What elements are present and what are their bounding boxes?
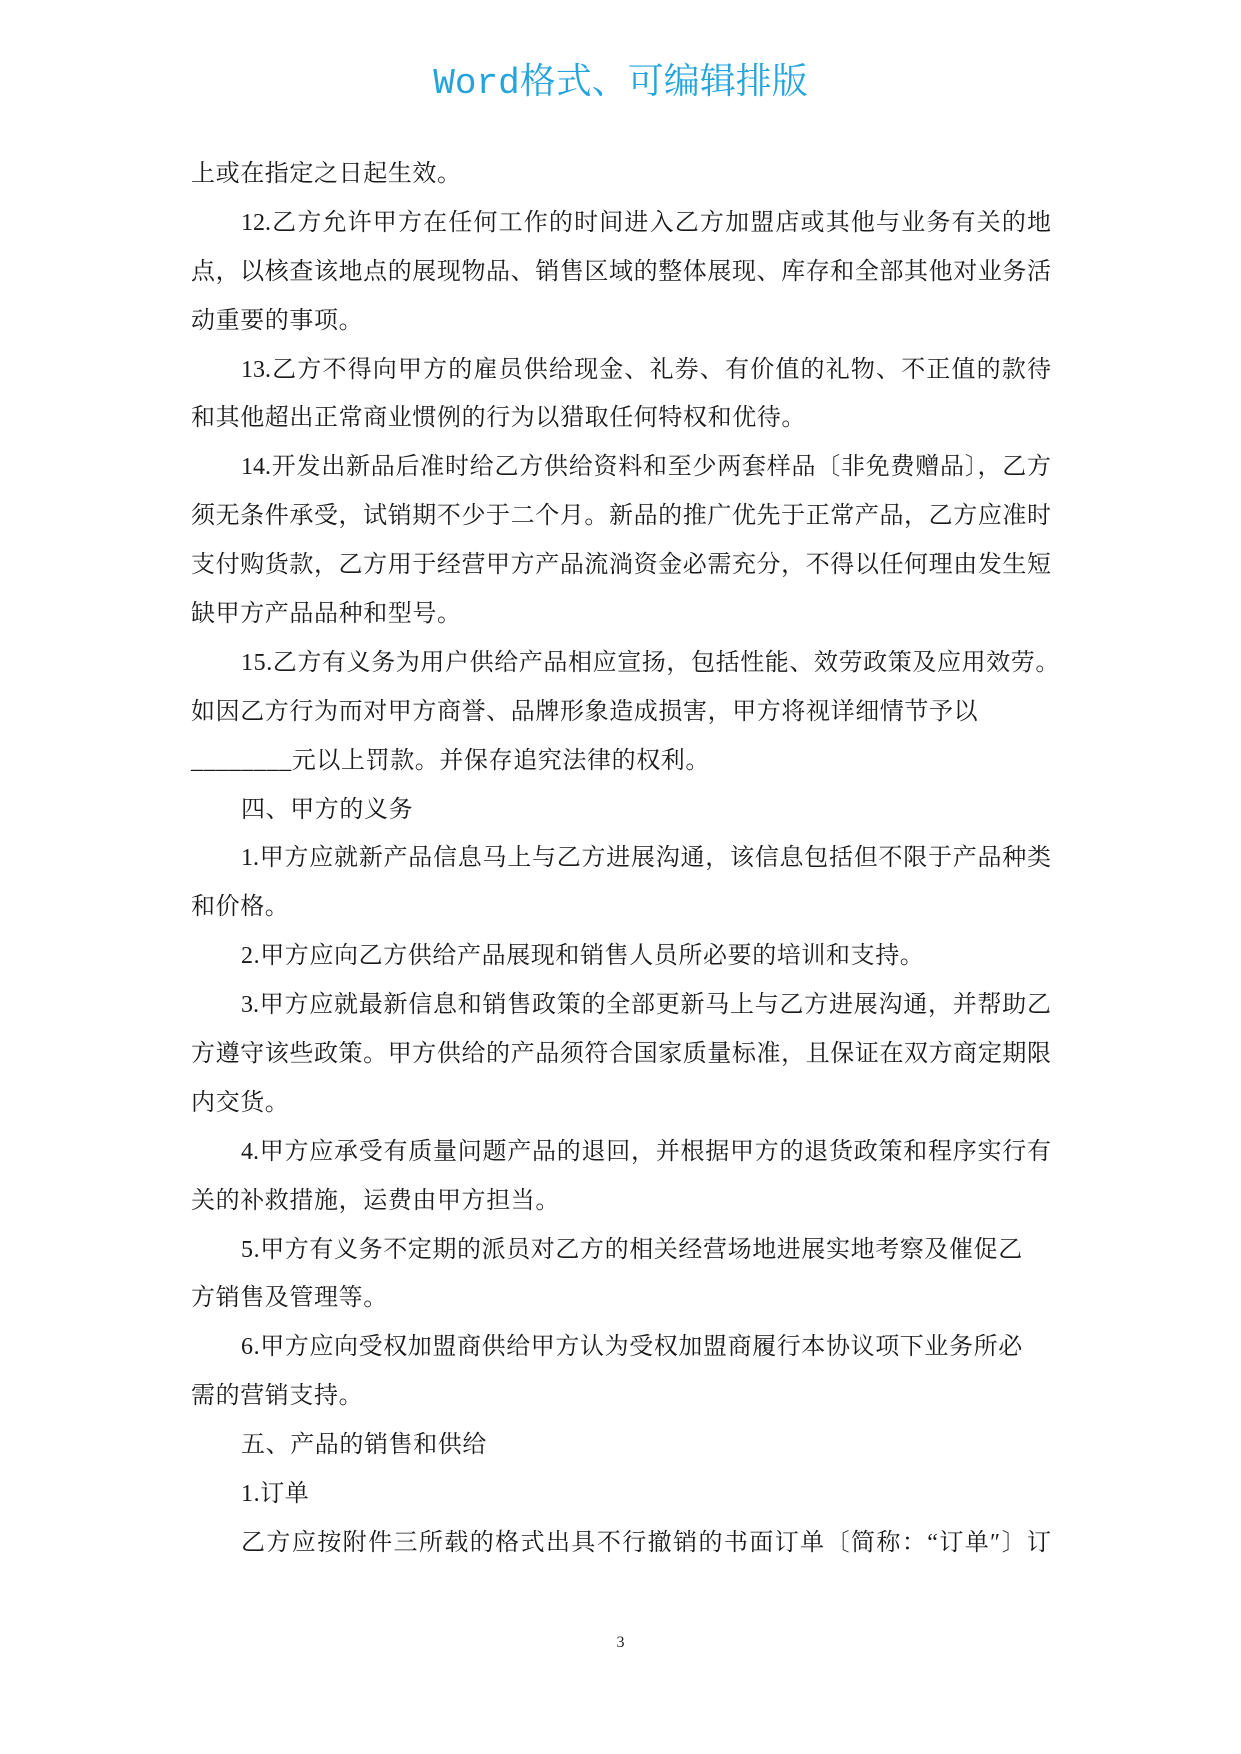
text-line: 3.甲方应就最新信息和销售政策的全部更新马上与乙方进展沟通，并帮助乙 bbox=[241, 992, 1051, 1019]
clause-13 bbox=[191, 346, 1051, 444]
orders-paragraph bbox=[191, 1519, 1051, 1568]
text-line: 点，以核查该地点的展现物品、销售区域的整体展现、库存和全部其他对业务活 bbox=[191, 258, 1051, 285]
text-line: 动重要的事项。 bbox=[191, 307, 364, 334]
text-line: 乙方应按附件三所载的格式出具不行撤销的书面订单〔简称：“订单″〕订 bbox=[241, 1529, 1051, 1556]
text-line: 须无条件承受，试销期不少于二个月。新品的推广优先于正常产品，乙方应准时 bbox=[191, 503, 1051, 530]
obligation-3 bbox=[191, 981, 1051, 1128]
clause-14 bbox=[191, 443, 1051, 639]
text-line: 如因乙方行为而对甲方商誉、品牌形象造成损害，甲方将视详细情节予以 bbox=[191, 698, 979, 725]
obligation-2 bbox=[191, 932, 1051, 981]
text-line: 支付购货款，乙方用于经营甲方产品流淌资金必需充分，不得以任何理由发生短 bbox=[191, 552, 1051, 579]
text-line: 5.甲方有义务不定期的派员对乙方的相关经营场地进展实地考察及催促乙 bbox=[241, 1236, 1023, 1263]
text-line: 14.开发出新品后准时给乙方供给资料和至少两套样品〔非免费赠品〕，乙方 bbox=[241, 454, 1051, 481]
obligation-5 bbox=[191, 1226, 1051, 1324]
obligation-6 bbox=[191, 1323, 1051, 1421]
text-line: 13.乙方不得向甲方的雇员供给现金、礼券、有价值的礼物、不正值的款待 bbox=[241, 356, 1051, 383]
text-line: 12.乙方允许甲方在任何工作的时间进入乙方加盟店或其他与业务有关的地 bbox=[241, 209, 1051, 236]
subsection-heading: 1.订单 bbox=[241, 1481, 310, 1508]
text-line: 缺甲方产品品种和型号。 bbox=[191, 601, 462, 628]
text-line: ________元以上罚款。并保存追究法律的权利。 bbox=[191, 747, 710, 774]
text-line: 2.甲方应向乙方供给产品展现和销售人员所必要的培训和支持。 bbox=[241, 943, 925, 970]
text-line: 和价格。 bbox=[191, 894, 290, 921]
section-heading: 五、产品的销售和供给 bbox=[241, 1432, 487, 1459]
text-line: 1.甲方应就新产品信息马上与乙方进展沟通，该信息包括但不限于产品种类 bbox=[241, 845, 1051, 872]
text-line: 15.乙方有义务为用户供给产品相应宣扬，包括性能、效劳政策及应用效劳。 bbox=[241, 649, 1060, 676]
text-line: 4.甲方应承受有质量问题产品的退回，并根据甲方的退货政策和程序实行有 bbox=[241, 1138, 1051, 1165]
text-line: 方遵守该些政策。甲方供给的产品须符合国家质量标准，且保证在双方商定期限 bbox=[191, 1041, 1051, 1068]
section-heading-sales-and-supply bbox=[191, 1421, 1051, 1470]
clause-12 bbox=[191, 199, 1051, 346]
text-line: 需的营销支持。 bbox=[191, 1383, 364, 1410]
text-line: 关的补救措施，运费由甲方担当。 bbox=[191, 1187, 560, 1214]
text-line: 内交货。 bbox=[191, 1089, 290, 1116]
clause-15 bbox=[191, 639, 1060, 786]
text-line: 6.甲方应向受权加盟商供给甲方认为受权加盟商履行本协议项下业务所必 bbox=[241, 1334, 1023, 1361]
section-heading-party-a-obligations bbox=[191, 786, 1051, 835]
text-line: 方销售及管理等。 bbox=[191, 1285, 388, 1312]
document-body bbox=[191, 150, 1060, 1568]
subsection-heading-orders bbox=[191, 1470, 1051, 1519]
page-header-title: Word格式、可编辑排版 bbox=[433, 63, 808, 104]
obligation-4 bbox=[191, 1128, 1051, 1226]
text-line: 上或在指定之日起生效。 bbox=[191, 161, 462, 187]
section-heading: 四、甲方的义务 bbox=[241, 796, 414, 823]
paragraph-continuation bbox=[191, 150, 1051, 199]
page-number: 3 bbox=[616, 1634, 625, 1651]
text-line: 和其他超出正常商业惯例的行为以猎取任何特权和优待。 bbox=[191, 405, 806, 432]
obligation-1 bbox=[191, 834, 1051, 932]
